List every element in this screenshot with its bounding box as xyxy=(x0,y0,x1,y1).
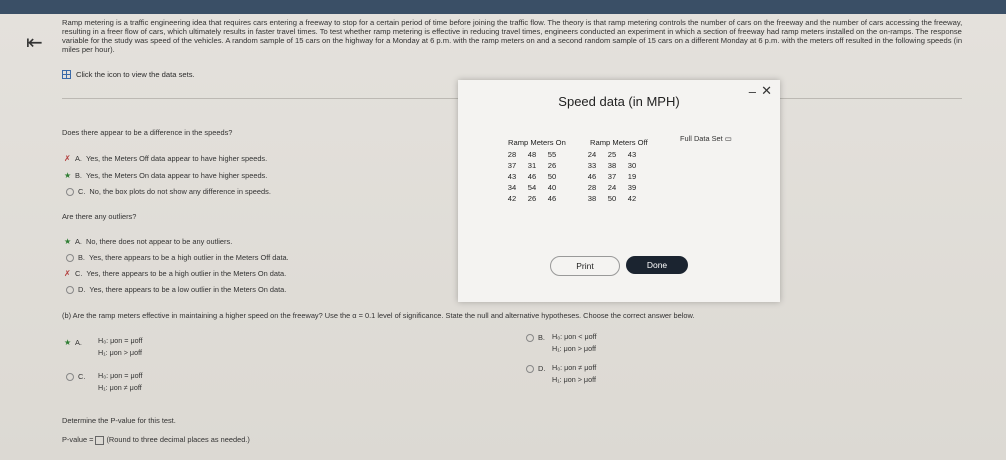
off-cell: 19 xyxy=(627,172,637,181)
off-cell: 50 xyxy=(607,194,617,203)
on-cell: 31 xyxy=(527,161,537,170)
q2-option-b[interactable]: B. Yes, there appears to be a high outlier in the Meters Off data. xyxy=(66,253,289,262)
done-button[interactable]: Done xyxy=(626,256,688,274)
on-cell: 55 xyxy=(547,150,557,159)
data-set-link[interactable] xyxy=(62,70,195,79)
data-set-instruction: Click the icon to view the data sets. xyxy=(76,70,195,79)
radio-button[interactable] xyxy=(66,286,74,294)
ramp-on-header: Ramp Meters On xyxy=(508,138,566,147)
q2-option-d[interactable]: D. Yes, there appears to be a low outlier in the Meters On data. xyxy=(66,285,286,294)
off-cell: 38 xyxy=(587,194,597,203)
off-cell: 42 xyxy=(627,194,637,203)
on-cell: 37 xyxy=(507,161,517,170)
off-row xyxy=(582,171,642,182)
on-cell: 54 xyxy=(527,183,537,192)
incorrect-mark-icon: ✗ xyxy=(64,154,71,163)
off-cell: 37 xyxy=(607,172,617,181)
hyp-option-c[interactable]: C. xyxy=(66,372,85,381)
off-cell: 30 xyxy=(627,161,637,170)
on-cell: 46 xyxy=(527,172,537,181)
on-cell: 28 xyxy=(507,150,517,159)
on-row xyxy=(502,149,562,160)
radio-button[interactable] xyxy=(66,373,74,381)
on-cell: 48 xyxy=(527,150,537,159)
pvalue-input[interactable] xyxy=(95,436,104,445)
off-cell: 28 xyxy=(587,183,597,192)
radio-button[interactable] xyxy=(66,188,74,196)
on-cell: 26 xyxy=(527,194,537,203)
top-bar xyxy=(0,0,1006,14)
hyp-option-d[interactable]: D. xyxy=(526,364,545,373)
off-cell: 46 xyxy=(587,172,597,181)
print-button[interactable]: Print xyxy=(550,256,620,276)
off-cell: 25 xyxy=(607,150,617,159)
ramp-on-table xyxy=(502,149,562,204)
q2-option-a[interactable]: ★ A. No, there does not appear to be any outliers. xyxy=(64,237,233,246)
radio-button[interactable] xyxy=(526,365,534,373)
off-cell: 39 xyxy=(627,183,637,192)
on-cell: 34 xyxy=(507,183,517,192)
problem-intro: Ramp metering is a traffic engineering idea that requires cars entering a freeway to stop for a certain period of time before joining the traffic flow. The theory is that ramp metering controls the number of cars on the freeway and the number of cars accessing the freeway, resulting in a freer flow of cars, which ultimately results in faster travel times. To test whether ramp metering is effective in reducing travel times, engineers conducted an experiment in which a section of freeway had ramp meters installed on the on-ramps. The response variable for the study was speed of the vehicles. A random sample of 15 cars on the highway for a Monday at 6 p.m. with the ramp meters on and a second random sample of 15 cars on a different Monday at 6 p.m. with the meters off resulted in the following speeds (in miles per hour). xyxy=(62,18,963,54)
pvalue-prompt: Determine the P-value for this test. xyxy=(62,416,176,425)
q2-option-c[interactable]: ✗ C. Yes, there appears to be a high outlier in the Meters On data. xyxy=(64,269,287,278)
hyp-option-a-text: H₀: μon = μoff H₁: μon > μoff xyxy=(98,336,143,357)
off-row xyxy=(582,149,642,160)
question-hypotheses: (b) Are the ramp meters effective in maintaining a higher speed on the freeway? Use the α = 0.1 level of significance. State the null and alternative hypotheses. Choose the correct answer below. xyxy=(62,311,695,320)
off-cell: 43 xyxy=(627,150,637,159)
on-cell: 43 xyxy=(507,172,517,181)
hyp-option-c-text: H₀: μon = μoff H₁: μon ≠ μoff xyxy=(98,371,143,392)
correct-star-icon: ★ xyxy=(64,171,72,180)
table-icon[interactable] xyxy=(62,70,71,79)
off-row xyxy=(582,160,642,171)
on-row xyxy=(502,160,562,171)
off-cell: 24 xyxy=(607,183,617,192)
correct-star-icon: ★ xyxy=(64,338,72,347)
minimize-icon[interactable]: – xyxy=(748,84,756,99)
ramp-off-table xyxy=(582,149,642,204)
full-data-set-link[interactable]: Full Data Set ▭ xyxy=(680,134,732,143)
correct-star-icon: ★ xyxy=(64,237,72,246)
on-row xyxy=(502,171,562,182)
hyp-option-b[interactable]: B. xyxy=(526,333,545,342)
back-arrow-icon[interactable]: ⇤ xyxy=(26,32,43,54)
radio-button[interactable] xyxy=(66,254,74,262)
off-cell: 38 xyxy=(607,161,617,170)
popup-title: Speed data (in MPH) xyxy=(558,94,680,109)
on-cell: 40 xyxy=(547,183,557,192)
off-cell: 33 xyxy=(587,161,597,170)
on-cell: 42 xyxy=(507,194,517,203)
copy-icon[interactable]: ▭ xyxy=(724,134,732,143)
on-row xyxy=(502,182,562,193)
hyp-option-a[interactable]: ★ A. xyxy=(64,338,82,347)
on-cell: 50 xyxy=(547,172,557,181)
hyp-option-d-text: H₀: μon ≠ μoff H₁: μon > μoff xyxy=(552,363,597,384)
question-outliers: Are there any outliers? xyxy=(62,212,137,221)
radio-button[interactable] xyxy=(526,334,534,342)
q1-option-b[interactable]: ★ B. Yes, the Meters On data appear to have higher speeds. xyxy=(64,171,268,180)
question-difference: Does there appear to be a difference in the speeds? xyxy=(62,128,233,137)
close-icon[interactable]: ✕ xyxy=(761,83,772,98)
q1-option-a[interactable]: ✗ A. Yes, the Meters Off data appear to have higher speeds. xyxy=(64,154,268,163)
on-cell: 46 xyxy=(547,194,557,203)
off-row xyxy=(582,182,642,193)
off-row xyxy=(582,193,642,204)
ramp-off-header: Ramp Meters Off xyxy=(590,138,648,147)
on-row xyxy=(502,193,562,204)
off-cell: 24 xyxy=(587,150,597,159)
pvalue-row: P-value = (Round to three decimal places as needed.) xyxy=(62,435,250,444)
q1-option-c[interactable]: C. No, the box plots do not show any difference in speeds. xyxy=(66,187,271,196)
hyp-option-b-text: H₀: μon < μoff H₁: μon > μoff xyxy=(552,332,597,353)
speed-data-popup xyxy=(458,80,780,302)
incorrect-mark-icon: ✗ xyxy=(64,269,71,278)
on-cell: 26 xyxy=(547,161,557,170)
